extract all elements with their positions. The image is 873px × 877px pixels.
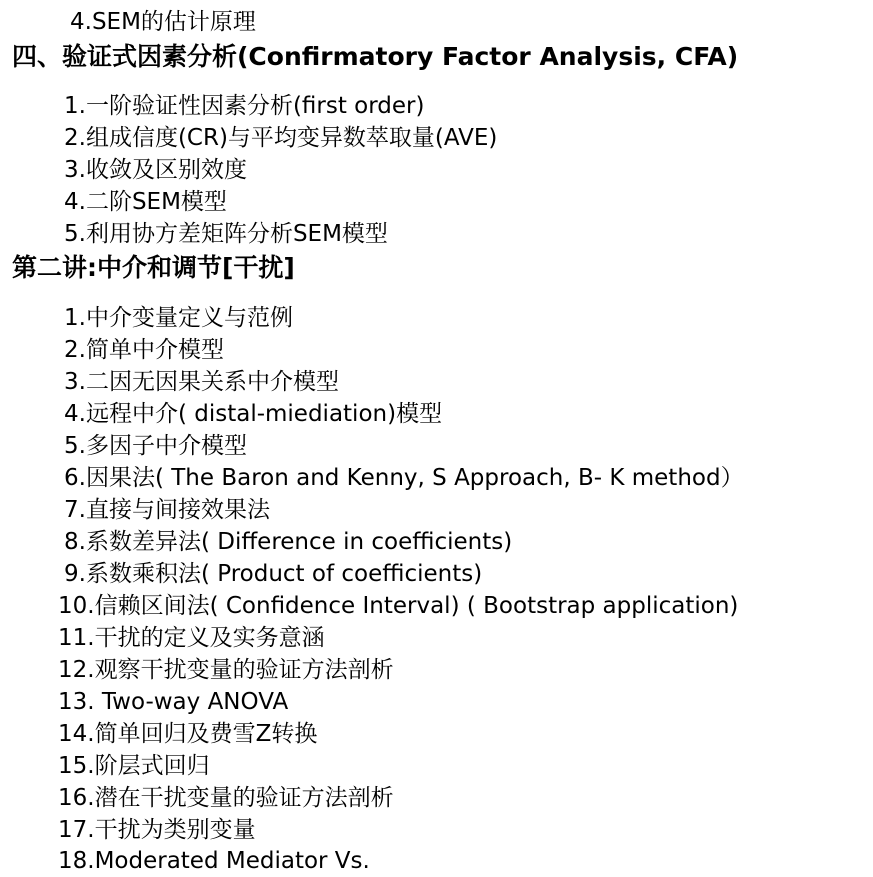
- list-item: 3.二因无因果关系中介模型: [64, 369, 339, 395]
- list-item: 13. Two-way ANOVA: [58, 689, 289, 715]
- outline-top-item: 4.SEM的估计原理: [70, 9, 256, 35]
- list-item: 2.组成信度(CR)与平均变异数萃取量(AVE): [64, 125, 498, 151]
- list-item: 16.潜在干扰变量的验证方法剖析: [58, 785, 394, 811]
- list-item: 8.系数差异法( Difference in coefficients): [64, 529, 513, 555]
- list-item: 15.阶层式回归: [58, 753, 210, 779]
- list-item: 5.多因子中介模型: [64, 433, 247, 459]
- list-item: 14.简单回归及费雪Z转换: [58, 721, 318, 747]
- list-item: 3.收敛及区别效度: [64, 157, 247, 183]
- list-item: 1.一阶验证性因素分析(first order): [64, 93, 425, 119]
- list-item: 1.中介变量定义与范例: [64, 305, 293, 331]
- list-item: 4.二阶SEM模型: [64, 189, 227, 215]
- list-item: 7.直接与间接效果法: [64, 497, 270, 523]
- lecture2-heading: 第二讲:中介和调节[干扰]: [12, 253, 295, 282]
- list-item: 17.干扰为类别变量: [58, 817, 256, 843]
- list-item: 4.远程中介( distal-miediation)模型: [64, 401, 443, 427]
- list-item: 9.系数乘积法( Product of coefficients): [64, 561, 483, 587]
- list-item: 12.观察干扰变量的验证方法剖析: [58, 657, 394, 683]
- list-item: 11.干扰的定义及实务意涵: [58, 625, 325, 651]
- list-item: 18.Moderated Mediator Vs.: [58, 848, 370, 874]
- list-item: 2.简单中介模型: [64, 337, 224, 363]
- list-item: 10.信赖区间法( Confidence Interval) ( Bootstrap application): [58, 593, 739, 619]
- section4-heading: 四、验证式因素分析(Confirmatory Factor Analysis, CFA): [12, 42, 739, 71]
- list-item: 5.利用协方差矩阵分析SEM模型: [64, 221, 388, 247]
- list-item: 6.因果法( The Baron and Kenny, S Approach, B- K method）: [64, 465, 744, 491]
